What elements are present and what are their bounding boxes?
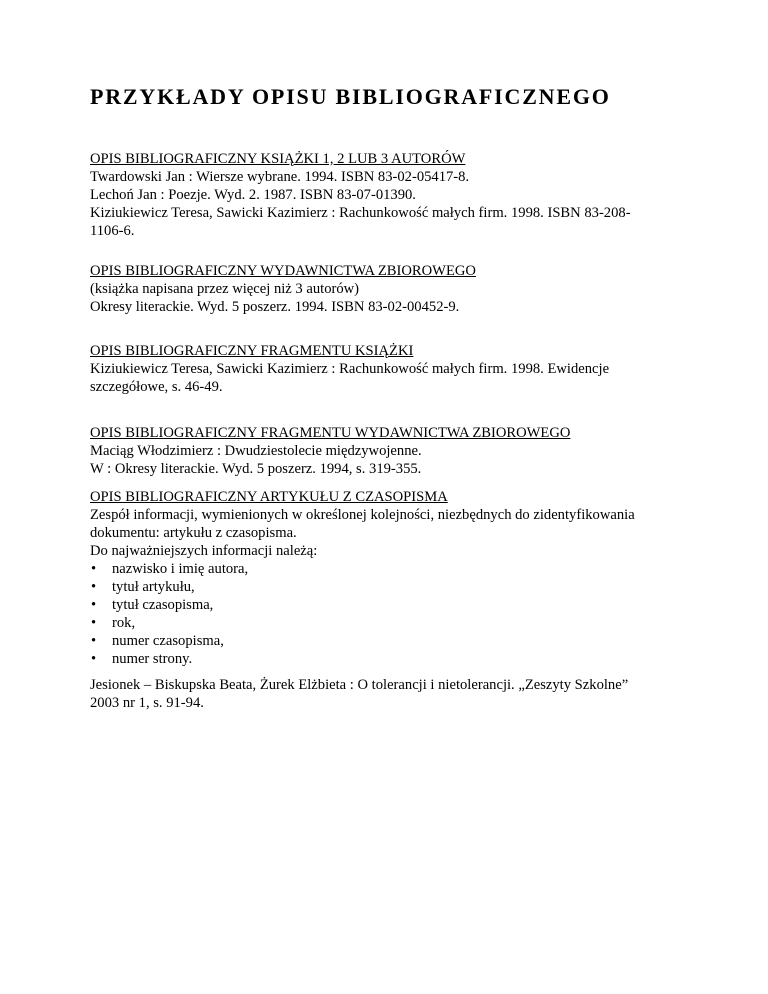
section-book-authors (90, 150, 690, 240)
text-line: Lechoń Jan : Poezje. Wyd. 2. 1987. ISBN 83-07-01390. (90, 187, 416, 203)
section-heading: OPIS BIBLIOGRAFICZNY ARTYKUŁU Z CZASOPISMA (90, 489, 448, 505)
section-collective-work-fragment (90, 424, 690, 478)
section-collective-work (90, 262, 690, 316)
bullet-list (90, 560, 690, 668)
section-heading: OPIS BIBLIOGRAFICZNY WYDAWNICTWA ZBIOROWEGO (90, 263, 476, 279)
list-item-text: rok, (112, 615, 136, 631)
list-item-text: tytuł artykułu, (112, 579, 195, 595)
text-line: Jesionek – Biskupska Beata, Żurek Elżbieta : O tolerancji i nietolerancji. „Zeszyty Szkolne” (90, 677, 629, 693)
bullet-icon: • (91, 561, 97, 577)
list-item-text: tytuł czasopisma, (112, 597, 214, 613)
list-item-text: nazwisko i imię autora, (112, 561, 249, 577)
text-line: dokumentu: artykułu z czasopisma. (90, 525, 297, 541)
text-line: 1106-6. (90, 223, 135, 239)
section-heading: OPIS BIBLIOGRAFICZNY FRAGMENTU WYDAWNICTWA ZBIOROWEGO (90, 425, 571, 441)
list-item-text: numer strony. (112, 651, 193, 667)
text-line: Zespół informacji, wymienionych w określonej kolejności, niezbędnych do zidentyfikowania (90, 507, 635, 523)
list-item (90, 560, 690, 578)
text-line: W : Okresy literackie. Wyd. 5 poszerz. 1994, s. 319-355. (90, 461, 422, 477)
text-line: 2003 nr 1, s. 91-94. (90, 695, 204, 711)
list-item (90, 578, 690, 596)
section-heading: OPIS BIBLIOGRAFICZNY KSIĄŻKI 1, 2 LUB 3 AUTORÓW (90, 151, 466, 167)
list-item (90, 632, 690, 650)
page-title: PRZYKŁADY OPISU BIBLIOGRAFICZNEGO (90, 84, 611, 109)
text-line: szczegółowe, s. 46-49. (90, 379, 223, 395)
bullet-icon: • (91, 597, 97, 613)
text-line: Do najważniejszych informacji należą: (90, 543, 318, 559)
text-line: Twardowski Jan : Wiersze wybrane. 1994. ISBN 83-02-05417-8. (90, 169, 470, 185)
bullet-icon: • (91, 615, 97, 631)
list-item (90, 614, 690, 632)
text-line: (książka napisana przez więcej niż 3 autorów) (90, 281, 360, 297)
text-line: Maciąg Włodzimierz : Dwudziestolecie międzywojenne. (90, 443, 422, 459)
text-line: Okresy literackie. Wyd. 5 poszerz. 1994. ISBN 83-02-00452-9. (90, 299, 460, 315)
bullet-icon: • (91, 579, 97, 595)
bullet-icon: • (91, 651, 97, 667)
list-item (90, 650, 690, 668)
bullet-icon: • (91, 633, 97, 649)
section-journal-article (90, 488, 690, 668)
example-citation (90, 676, 690, 712)
list-item-text: numer czasopisma, (112, 633, 224, 649)
text-line: Kiziukiewicz Teresa, Sawicki Kazimierz : Rachunkowość małych firm. 1998. Ewidencje (90, 361, 610, 377)
section-book-fragment (90, 342, 690, 396)
list-item (90, 596, 690, 614)
section-heading: OPIS BIBLIOGRAFICZNY FRAGMENTU KSIĄŻKI (90, 343, 414, 359)
text-line: Kiziukiewicz Teresa, Sawicki Kazimierz : Rachunkowość małych firm. 1998. ISBN 83-208- (90, 205, 631, 221)
